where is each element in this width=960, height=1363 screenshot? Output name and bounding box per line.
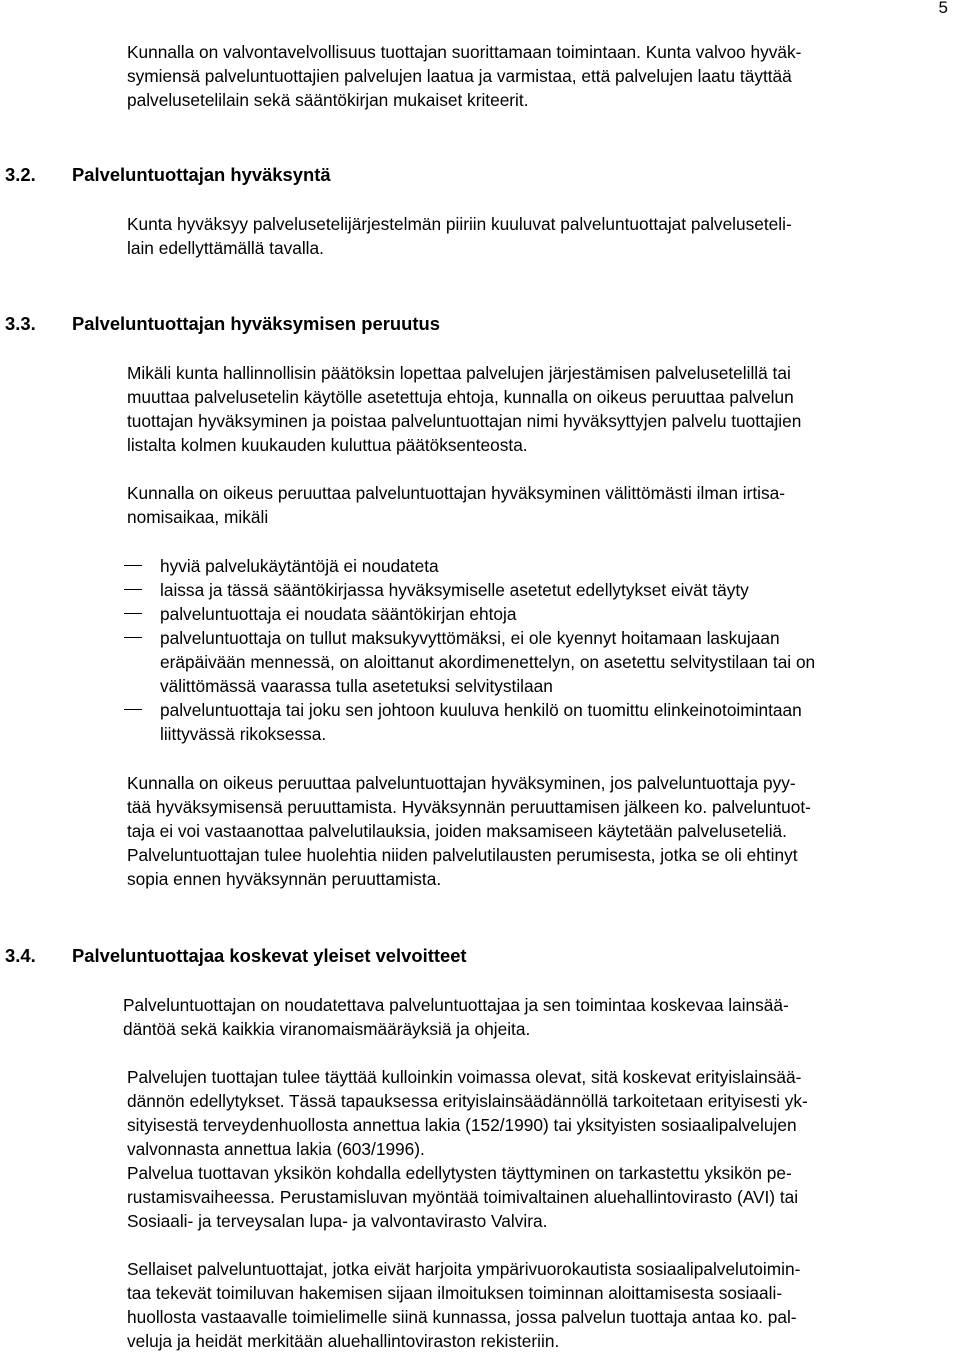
text-line: dännön edellytykset. Tässä tapauksessa erityislainsäädännöllä tarkoitetaan erityisesti yk- — [127, 1091, 808, 1111]
text-line: Kunnalla on oikeus peruuttaa palveluntuottajan hyväksyminen välittömästi ilman irtisa- — [127, 483, 786, 503]
text-line: sityisestä terveydenhuollosta annettua lakia (152/1990) tai yksityisten sosiaalipalvelujen — [127, 1115, 797, 1135]
text-line: Sosiaali- ja terveysalan lupa- ja valvontavirasto Valvira. — [127, 1211, 548, 1231]
text-line: lain edellyttämällä tavalla. — [127, 238, 324, 258]
list-item — [0, 602, 960, 626]
section-heading-3-2 — [0, 163, 960, 187]
text-line: tää hyväksymisensä peruuttamista. Hyväksynnän peruuttamisen jälkeen ko. palveluntuot- — [127, 797, 811, 817]
paragraph-peruutus — [127, 361, 944, 457]
text-line: palveluntuottaja on tullut maksukyvyttömäksi, ei ole kyennyt hoitamaan laskujaan — [160, 628, 780, 648]
text-line: Palvelua tuottavan yksikön kohdalla edellytysten täyttyminen on tarkastettu yksikön pe- — [127, 1163, 792, 1183]
dash-bullet — [124, 709, 142, 710]
text-line: däntöä sekä kaikkia viranomaismääräyksiä ja ohjeita. — [123, 1019, 531, 1039]
list-item — [0, 554, 960, 578]
text-line: hyviä palvelukäytäntöjä ei noudateta — [160, 556, 439, 576]
paragraph-erityislainsaadanto — [127, 1065, 944, 1233]
text-line: Kunnalla on valvontavelvollisuus tuottajan suorittamaan toimintaan. Kunta valvoo hyväk- — [127, 42, 802, 62]
section-title: Palveluntuottajan hyväksymisen peruutus — [72, 313, 440, 334]
dash-bullet — [124, 589, 142, 590]
paragraph-ilmoitus — [127, 1257, 944, 1353]
text-line: muuttaa palvelusetelin käytölle asetettuja ehtoja, kunnalla on oikeus peruuttaa palvelun — [127, 387, 794, 407]
paragraph-lainsaadanto — [123, 993, 944, 1041]
section-title: Palveluntuottajan hyväksyntä — [72, 164, 331, 185]
text-line: taja ei voi vastaanottaa palvelutilauksia, joiden maksamiseen käytetään palveluseteliä. — [127, 821, 787, 841]
text-line: palveluntuottaja ei noudata sääntökirjan ehtoja — [160, 604, 517, 624]
section-number: 3.3. — [5, 313, 36, 334]
section-number: 3.2. — [5, 164, 36, 185]
text-line: liittyvässä rikoksessa. — [160, 724, 327, 744]
dash-bullet — [124, 637, 142, 638]
section-title: Palveluntuottajaa koskevat yleiset velvoitteet — [72, 945, 467, 966]
text-line: veluja ja heidät merkitään aluehallintoviraston rekisteriin. — [127, 1331, 560, 1351]
text-line: symiensä palveluntuottajien palvelujen laatua ja varmistaa, että palvelujen laatu täyttää — [127, 66, 792, 86]
list-item — [0, 698, 960, 746]
text-line: Kunnalla on oikeus peruuttaa palveluntuottajan hyväksyminen, jos palveluntuottaja pyy- — [127, 773, 796, 793]
list-item — [0, 626, 960, 698]
text-line: Palvelujen tuottajan tulee täyttää kulloinkin voimassa olevat, sitä koskevat erityislainsää- — [127, 1067, 802, 1087]
text-line: tuottajan hyväksyminen ja poistaa palveluntuottajan nimi hyväksyttyjen palvelu tuottajien — [127, 411, 802, 431]
text-line: Sellaiset palveluntuottajat, jotka eivät harjoita ympärivuorokautista sosiaalipalvelutoimin- — [127, 1259, 801, 1279]
text-line: sopia ennen hyväksynnän peruuttamista. — [127, 869, 442, 889]
text-line: välittömässä vaarassa tulla asetetuksi selvitystilaan — [160, 676, 553, 696]
text-line: Mikäli kunta hallinnollisin päätöksin lopettaa palvelujen järjestämisen palvelusetelillä tai — [127, 363, 791, 383]
section-number: 3.4. — [5, 945, 36, 966]
text-line: Palveluntuottajan tulee huolehtia niiden palvelutilausten perumisesta, jotka se oli ehtinyt — [127, 845, 798, 865]
text-line: eräpäivään mennessä, on aloittanut akordimenettelyn, on asetettu selvitystilaan tai on — [160, 652, 816, 672]
dash-bullet — [124, 613, 142, 614]
conditions-list — [0, 554, 960, 746]
page-number: 5 — [938, 0, 948, 17]
document-body — [0, 40, 960, 1353]
text-line: valvonnasta annettua lakia (603/1996). — [127, 1139, 425, 1159]
text-line: Palveluntuottajan on noudatettava palveluntuottajaa ja sen toimintaa koskevaa lainsää- — [123, 995, 789, 1015]
dash-bullet — [124, 565, 142, 566]
list-item — [0, 578, 960, 602]
text-line: taa tekevät toimiluvan hakemisen sijaan ilmoituksen toiminnan aloittamisesta sosiaali- — [127, 1283, 783, 1303]
paragraph-valvonta — [127, 40, 944, 112]
text-line: palveluntuottaja tai joku sen johtoon kuuluva henkilö on tuomittu elinkeinotoimintaan — [160, 700, 802, 720]
paragraph-hyvaksynta — [127, 212, 944, 260]
text-line: rustamisvaiheessa. Perustamisluvan myöntää toimivaltainen aluehallintovirasto (AVI) tai — [127, 1187, 799, 1207]
paragraph-valiton-peruutus — [127, 481, 944, 529]
section-heading-3-3 — [0, 312, 960, 336]
text-line: nomisaikaa, mikäli — [127, 507, 269, 527]
text-line: listalta kolmen kuukauden kuluttua päätöksenteosta. — [127, 435, 528, 455]
text-line: laissa ja tässä sääntökirjassa hyväksymiselle asetetut edellytykset eivät täyty — [160, 580, 749, 600]
paragraph-pyynto-peruutus — [127, 771, 944, 891]
section-heading-3-4 — [0, 944, 960, 968]
text-line: palvelusetelilain sekä sääntökirjan mukaiset kriteerit. — [127, 90, 529, 110]
text-line: Kunta hyväksyy palvelusetelijärjestelmän piiriin kuuluvat palveluntuottajat palveluseteli- — [127, 214, 792, 234]
text-line: huollosta vastaavalle toimielimelle siinä kunnassa, jossa palvelun tuottaja antaa ko. pal- — [127, 1307, 797, 1327]
